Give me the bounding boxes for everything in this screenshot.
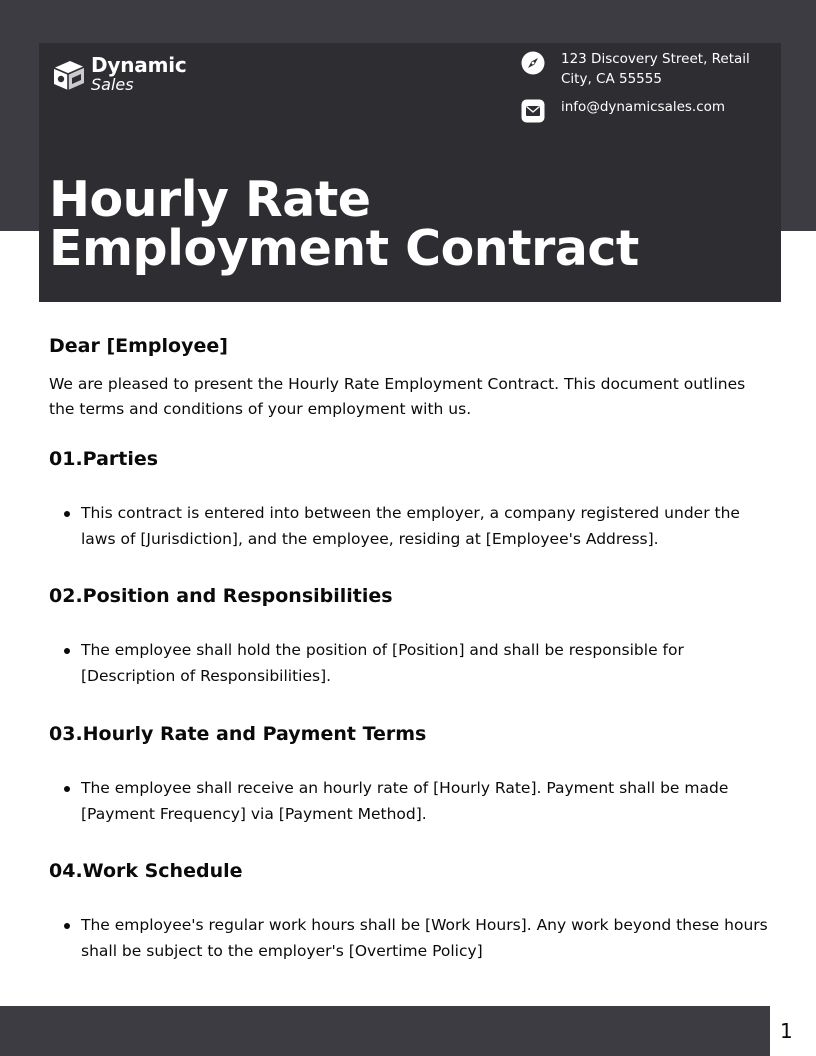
company-logo — [50, 55, 187, 93]
section-heading-parties: 01.Parties — [49, 448, 159, 470]
section-heading-position: 02.Position and Responsibilities — [49, 585, 393, 607]
brand-subtitle: Sales — [91, 75, 134, 94]
compass-icon — [521, 51, 545, 75]
contact-email — [521, 97, 761, 123]
intro-paragraph: We are pleased to present the Hourly Rate Employment Contract. This document outlines the terms and conditions of your employment with us. — [49, 375, 746, 418]
list-item: This contract is entered into between the employer, a company registered under the laws of [Jurisdiction], and the employee, residing at [Employee's Address]. — [81, 501, 771, 552]
section-heading-schedule: 04.Work Schedule — [49, 860, 243, 882]
title-line-1: Hourly Rate — [49, 171, 371, 228]
greeting: Dear [Employee] — [49, 335, 228, 357]
email-text[interactable]: info@dynamicsales.com — [561, 99, 726, 115]
box-icon — [50, 55, 88, 93]
contact-address — [521, 49, 761, 89]
title-line-2: Employment Contract — [49, 220, 639, 277]
address-text: 123 Discovery Street, Retail City, CA 55555 — [561, 51, 750, 87]
footer-band — [0, 1006, 770, 1056]
list-item: The employee shall receive an hourly rate of [Hourly Rate]. Payment shall be made [Payment Frequency] via [Payment Method]. — [81, 776, 771, 827]
page-number: 1 — [780, 1019, 793, 1043]
list-item: The employee shall hold the position of [Position] and shall be responsible for [Description of Responsibilities]. — [81, 638, 771, 689]
document-title — [49, 171, 639, 277]
envelope-icon — [521, 99, 545, 123]
list-item: The employee's regular work hours shall be [Work Hours]. Any work beyond these hours shall be subject to the employer's [Overtime Policy] — [81, 913, 771, 964]
document-body — [49, 333, 769, 960]
section-heading-rate: 03.Hourly Rate and Payment Terms — [49, 723, 427, 745]
brand-name: Dynamic — [91, 53, 187, 77]
header-card — [39, 43, 781, 302]
